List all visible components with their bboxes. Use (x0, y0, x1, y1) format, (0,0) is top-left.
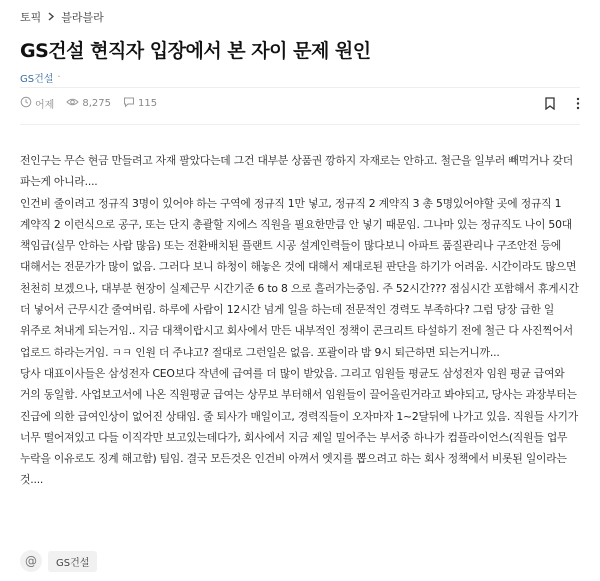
clock-icon (20, 96, 35, 111)
meta-time-text: 어제 (35, 100, 55, 111)
post-title: GS건설 현직자 입장에서 본 자이 문제 원인 (20, 40, 371, 62)
post-company (20, 70, 61, 85)
chevron-right-icon (47, 11, 55, 24)
company-link[interactable]: GS건설 (20, 74, 54, 85)
breadcrumb-board[interactable]: 블라블라 (61, 11, 104, 24)
header-divider (20, 87, 580, 88)
post-paragraph: 당사 대표이사들은 삼성전자 CEO보다 작년에 급여를 더 많이 받았음. 그리고 임원들 평균도 삼성전자 임원 평균 급여와 거의 동일함. 사업보고서에 나온 직원평균 급여는 상무보 부터해서 임원들이 끌어올린거라고 봐야되고, 당사는 과장부터는 진급에 의한 급여인상이 없어진 상태임. 줄 퇴사가 매일이고, 경력직들이 오자마자 1~2달뒤에 나가고 있음. 직원들 사기가 너무 떨어져있고 다들 이직각만 보고있는데다가, 회사에서 지금 제일 밀어주는 부서중 하나가 컴플라이언스(직원들 업무 누락을 이유로도 징계 해고함) 팀임. 결국 모든것은 인건비 아껴서 엣지를 뽑으려고 하는 회사 정책에서 비롯된 일이라는 것.... (20, 366, 578, 487)
company-dot: · (57, 72, 61, 83)
post-paragraph: 전인구는 무슨 현금 만들려고 자재 팔았다는데 그건 대부분 상품권 깡하지 자재로는 안하고. 철근을 일부러 빼먹거나 갖더 파는게 아니라.... (20, 154, 573, 189)
meta-views-count: 8,275 (82, 98, 111, 109)
meta-comments (123, 96, 157, 111)
meta-divider (20, 124, 580, 125)
at-icon: @ (20, 550, 42, 572)
meta-views (66, 96, 111, 111)
eye-icon (66, 96, 82, 111)
post-body (20, 150, 582, 491)
comment-icon (123, 96, 138, 111)
breadcrumb-topic[interactable]: 토픽 (20, 11, 42, 24)
meta-time (20, 96, 54, 111)
tag-row (20, 550, 97, 572)
post-meta (20, 96, 169, 111)
meta-comments-count: 115 (137, 98, 158, 109)
bookmark-icon[interactable] (544, 95, 556, 114)
breadcrumb (20, 9, 104, 25)
more-vertical-icon[interactable] (576, 95, 580, 114)
company-tag[interactable]: GS건설 (48, 551, 97, 572)
post-paragraph: 인건비 줄이려고 정규직 3명이 있어야 하는 구역에 정규직 1만 넣고, 정규직 2 계약직 3 총 5명있어야할 곳에 정규직 1 계약직 2 이런식으로 공구, 또는 단지 총괄할 지에스 직원을 필요한만큼 안 넣기 때문임. 그나마 있는 정규직도 나이 50대 책임급(실무 안하는 사람 많음) 또는 전환배치된 플랜트 시공 설계인력들이 많다보니 아파트 품질관리나 구조안전 등에 대해서는 전문가가 많이 없음. 그러다 보니 하청이 해놓은 것에 대해서 제대로된 판단을 하기가 어려움. 시간이라도 많으면 천천히 보겠으나, 대부분 현장이 실제근무 시간기준 6 to 8 으로 흘러가는중임. 주 52시간??? 점심시간 포함해서 휴게시간 더 넣어서 근무시간 줄여버림. 하루에 사람이 12시간 넘게 일을 하는데 전문적인 경력도 부족하다? 그럼 당장 급한 일 위주로 쳐내게 되는거임.. 지금 대책이랍시고 회사에서 만든 내부적인 정책이 콘크리트 타설하기 전에 철근 다 사진찍어서 업로드 하라는거임. ㅋㅋ 인원 더 주냐고? 절대로 그런일은 없음. 포괄이라 밤 9시 퇴근하면 되는거니까... (20, 196, 579, 359)
